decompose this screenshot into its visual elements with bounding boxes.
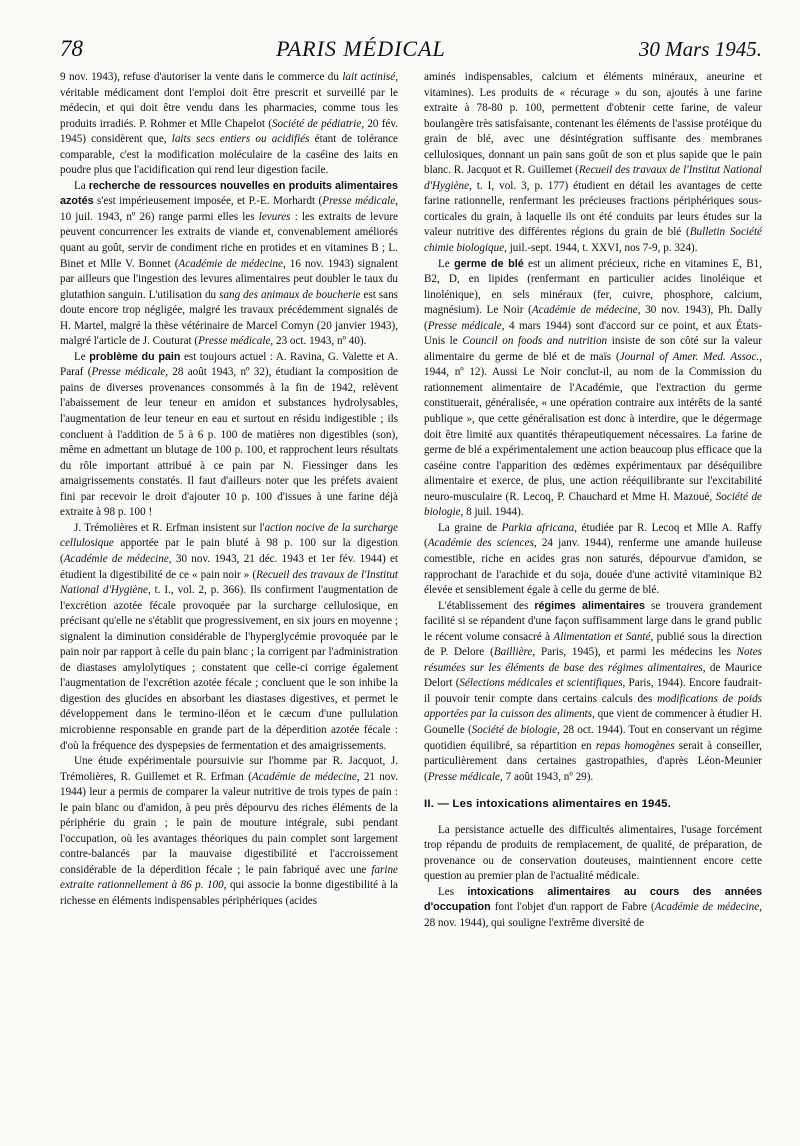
running-header	[60, 36, 762, 66]
paragraph: L'établissement des régimes alimentaires se trouvera grandement facilité si se répandent d'une façon suffisamment large dans le grand public le récent volume consacré à Alimentation et Santé, publié sous la direction de P. Delore (Baillière, Paris, 1945), et parmi les médecins les Notes résumées sur les éléments de base des régimes alimentaires, de Maurice Delort (Sélections médicales et scientifiques, Paris, 1944). Encore faudrait-il pouvoir tenir compte dans certains calculs des modifications de poids apportées par la cuisson des aliments, que vient de commencer à étudier H. Gounelle (Société de biologie, 28 oct. 1944). Tout en conservant un régime quotidien équilibré, sa répartition en repas homogènes serait à conseiller, particulièrement dans certaines gastropathies, d'après Léon-Meunier (Presse médicale, 7 août 1943, nº 29).	[424, 599, 762, 783]
paragraph: Les intoxications alimentaires au cours des années d'occupation font l'objet d'un rapport de Fabre (Académie de médecine, 28 nov. 1944), qui souligne l'extrême diversité de	[424, 885, 762, 929]
right-column	[424, 70, 762, 1120]
journal-title: PARIS MÉDICAL	[276, 36, 446, 61]
paragraph: Le problème du pain est toujours actuel : A. Ravina, G. Valette et A. Paraf (Presse médicale, 28 août 1943, nº 32), étudiant la composition de pains de diverses provenances consommés à la fin de 1942, relèvent l'abaissement de leur teneur en amidon et substances hydrolysables, l'augmentation de leur teneur en eau et surtout en résidu indigestible ; ils concluent à l'addition de 5 à 6 p. 100 de matières non digestibles (son), même en admettant un blutage de 100 p. 100, et rapprochent leurs résultats du rôle important attribué à ce pain par N. Fiessinger dans les amaigrissements constatés. Il faut d'ailleurs noter que les préfets avaient fini par recevoir le droit d'ajouter 10 p. 100 d'issues à une farine déjà extraite à 98 p. 100 !	[60, 350, 398, 519]
paragraph: Le germe de blé est un aliment précieux, riche en vitamines E, B1, B2, D, en lipides (renfermant en particulier acides linoléique et linolénique), en sels minéraux (fer, cuivre, phosphore, calcium, magnésium). Le Noir (Académie de médecine, 30 nov. 1943), Ph. Dally (Presse médicale, 4 mars 1944) sont d'accord sur ce point, et aux États-Unis le Council on foods and nutrition insiste de son côté sur la valeur alimentaire du germe de blé et de maïs (Journal of Amer. Med. Assoc., 1944, nº 12). Aussi Le Noir conclut-il, au nom de la Commission du rationnement alimentaire de l'Académie, que l'extraction du germe constituerait, généralisée, « une opération contraire aux intérêts de la santé publique », que cette généralisation est donc à interdire, que le dégermage doit être limité aux quantités thérapeutiquement nécessaires. La farine de germe de blé a expérimentalement une action beaucoup plus efficace que la caséine contre l'apparition des œdèmes expérimentaux par déséquilibre alimentaire et exerce, de plus, une action rééquilibrante sur l'excitabilité neuro-musculaire (R. Lecoq, P. Chauchard et Mme H. Mazoué, Société de biologie, 8 juil. 1944).	[424, 257, 763, 519]
paragraph: 9 nov. 1943), refuse d'autoriser la vente dans le commerce du lait actinisé, véritable médicament dont l'emploi doit être prescrit et surveillé par le médecin, et qui doit être vendu dans les pharmacies, comme tous les produits irradiés. P. Rohmer et Mlle Chapelot (Société de pédiatrie, 20 fév. 1945) considèrent que, laits secs entiers ou acidifiés étant de tolérance comparable, c'est la modification moléculaire de la caséine des laits en poudre plus que l'acidification qui rend leur digestion facile.	[60, 71, 399, 177]
paragraph: J. Trémolières et R. Erfman insistent sur l'action nocive de la surcharge cellulosique apportée par le pain bluté à 98 p. 100 sur la digestion (Académie de médecine, 30 nov. 1943, 21 déc. 1943 et 1er fév. 1944) et étudient la digestibilité de ce « pain noir » (Recueil des travaux de l'Institut National d'Hygiène, t. I., vol. 2, p. 366). Ils confirment l'augmentation de l'excrétion azotée fécale provoquée par la surcharge cellulosique, en précisant qu'elle ne s'établit que progressivement, en six jours en moyenne ; signalent la diminution considérable de l'hyperglycémie provoquée par le pain noir par rapport à celle du pain blanc ; la corrigent par l'administration de diastases amylolytiques ; constatent que celle-ci corrige également l'augmentation de l'excrétion azotée fécale ; concluent que le son inhibe la digestion des glucides en absorbant les diastases digestives, et permet le développement dans le termino-iléon et le cæcum d'une pullulation microbienne responsable en grande part de la déperdition azotée fécale : d'où la fréquence des dyspepsies de fermentation et des amaigrissements.	[60, 521, 398, 752]
paragraph: La recherche de ressources nouvelles en produits alimentaires azotés s'est impérieusement imposée, et P.-E. Morhardt (Presse médicale, 10 juil. 1943, nº 26) range parmi elles les levures : les extraits de levure peuvent concurrencer les extraits de viande et, convenablement améliorés quant au goût, servir de condiment riche en protides et en vitamines B ; L. Binet et Mlle V. Bonnet (Académie de médecine, 16 nov. 1943) signalent par ailleurs que l'ingestion des levures alimentaires peut doubler le taux du glutathion sanguin. L'utilisation du sang des animaux de boucherie est sans doute encore trop négligée, malgré les travaux précédemment signalés de H. Martel, malgré la thèse vétérinaire de Marcel Comyn (20 janvier 1943), malgré l'article de J. Couturat (Presse médicale, 23 oct. 1943, nº 40).	[60, 179, 398, 348]
section-heading: II. — Les intoxications alimentaires en 1945.	[424, 798, 672, 811]
paragraph: aminés indispensables, calcium et éléments minéraux, aneurine et vitamines). Les produits de « récurage » du son, ajoutés à une farine extraite à 78-80 p. 100, permettent d'obtenir cette farine, de valeur boulangère très satisfaisante, contenant les éléments de l'assise protéique du grain de blé, avec une désintégration suffisante des membranes cellulosiques, donnant un pain sans goût de son et plus sapide que le pain blanc. R. Jacquot et R. Guillemet (Recueil des travaux de l'Institut National d'Hygiène, t. I, vol. 3, p. 177) étudient en détail les avantages de cette farine rationnelle, renfermant les précieuses fractions périphériques sous-corticales du grain, à laquelle ils ont été conduits par leurs études sur la valeur nutritive des différentes régions du grain de blé (Bulletin Société chimie biologique, juil.-sept. 1944, t. XXVI, nos 7-9, p. 324).	[424, 71, 763, 255]
paragraph: La persistance actuelle des difficultés alimentaires, l'usage forcément trop répandu de produits de remplacement, de qualité, de préparation, de provenance ou de conservation douteuses, maintiennent encore cette question au premier plan de l'actualité médicale.	[424, 823, 762, 883]
paragraph: La graine de Parkia africana, étudiée par R. Lecoq et Mlle A. Raffy (Académie des sciences, 24 janv. 1944), renferme une amande huileuse comestible, riche en acides gras non saturés, dépourvue d'amidon, se rapprochant de l'arachide et du soja, douée d'une activité vitaminique B2 élevée et sensiblement égale à celle du germe de blé.	[424, 521, 763, 597]
page-number: 78	[60, 36, 83, 61]
issue-date: 30 Mars 1945.	[638, 37, 762, 61]
left-column	[60, 70, 398, 1120]
paragraph: Une étude expérimentale poursuivie sur l'homme par R. Jacquot, J. Trémolières, R. Guillemet et R. Erfman (Académie de médecine, 21 nov. 1944) leur a permis de comparer la valeur nutritive de trois types de pain : le pain blanc ou d'amidon, à peu près dépourvu des riches éléments de la périphérie du grain ; le pain de mouture intégrale, subi pendant l'occupation, où les avantages théoriques du pain complet sont largement contre-balancés par la mauvaise digestibilité et l'accroissement considérable de la déperdition fécale ; le pain fabriqué avec une farine extraite rationnellement à 86 p. 100, qui associe la bonne digestibilité à la richesse en éléments indispensables périphériques (acides	[60, 755, 398, 907]
two-column-body	[60, 70, 762, 1120]
